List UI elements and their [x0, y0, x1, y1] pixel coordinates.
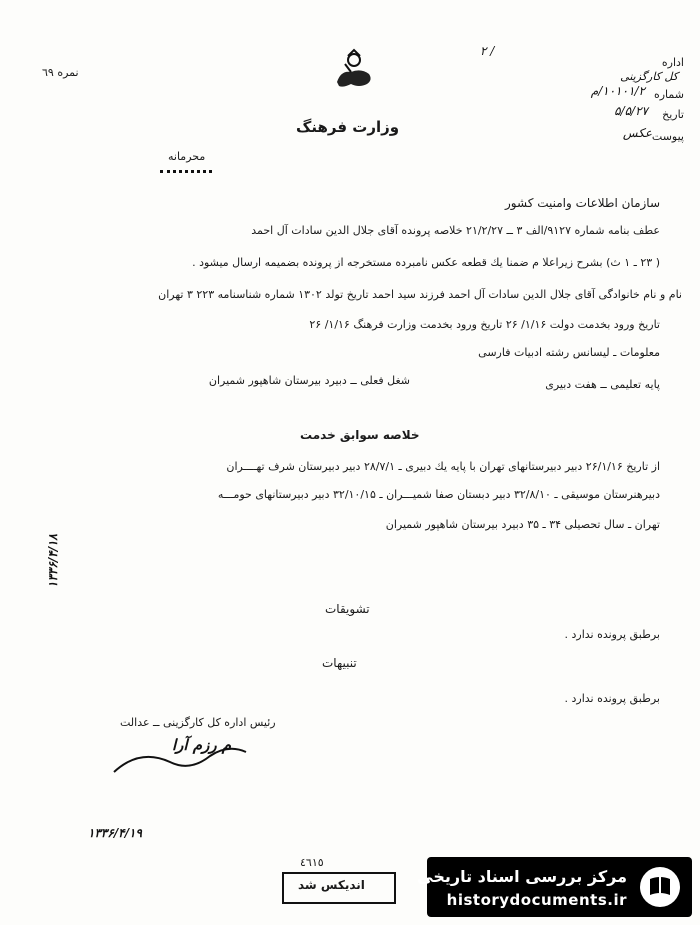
grade: پایه تعلیمی ــ هفت دبیری [545, 378, 660, 391]
attachment-hand: عکس [622, 126, 652, 140]
current-post: شغل فعلی ــ دبیرد بیرستان شاهپور شمیران [208, 374, 410, 387]
service-heading: خلاصه سوابق خدمت [300, 428, 420, 442]
watermark-badge [417, 857, 692, 917]
archive-logo-icon [638, 865, 682, 909]
encouragement-heading: تشویقات [325, 602, 370, 616]
service-line-1: از تاریخ ۲۶/۱/۱۶ دبیر دبیرستانهای تهران با پایه یك دبیری ـ ۲۸/۷/۱ دبیر دبیرستان شرف تهــــران [226, 460, 660, 473]
body-line-4: تاریخ ورود بخدمت دولت ۱/۱۶/ ۲۶ تاریخ ورود بخدمت وزارت فرهنگ ۱/۱۶/ ۲۶ [309, 318, 660, 331]
office-label: اداره [661, 56, 684, 69]
punishment-text: برطبق پرونده ندارد . [564, 692, 660, 705]
body-line-2: ( ۲۳ ـ ۱ ث) بشرح زیراعلا م ضمنا یك قطعه عکس نامبرده مستخرجه از پرونده بضمیمه ارسال میشود . [192, 256, 660, 269]
indexed-stamp: اندیکس شد [298, 878, 365, 892]
department-hand: کل کارگزینی [620, 70, 678, 83]
watermark-url: historydocuments.ir [446, 891, 627, 909]
encouragement-text: برطبق پرونده ندارد . [564, 628, 660, 641]
punishment-heading: تنبیهات [322, 656, 357, 670]
recipient: سازمان اطلاعات وامنیت کشور [505, 196, 660, 210]
watermark-title: مرکز بررسی اسناد تاریخی [417, 867, 627, 886]
signature-title: رئیس اداره کل کارگزینی ــ عدالت [120, 716, 276, 729]
service-line-3: تهران ـ سال تحصیلی ۳۴ ـ ۳۵ دبیرد بیرستان شاهپور شمیران [385, 518, 660, 531]
side-date-stamp: ۱۳۳۶/۴/۱۸ [46, 534, 60, 588]
number-hand: ۱۰۱۰۱/۲/م [590, 84, 645, 98]
signature: م رزم آرا [172, 736, 232, 754]
classification-label: محرمانه [168, 150, 206, 163]
service-line-2: دبیرهنرستان موسیقی ـ ۳۲/۸/۱۰ دبیر دبستان صفا شمیـــران ـ ۳۲/۱۰/۱۵ دبیر دبیرستانهای حومـــه [217, 488, 660, 501]
classification-underline [160, 170, 212, 173]
number-label: شماره [653, 88, 684, 101]
ministry-title: وزارت فرهنگ [296, 118, 400, 136]
date-hand: ۵/۵/۲۷ [614, 104, 648, 118]
signature-flourish [110, 738, 250, 778]
bottom-number: ٤٦١٥ [300, 856, 324, 869]
bottom-date-stamp: ۱۳۳۶/۴/۱۹ [88, 826, 142, 840]
page-number: نمره ٦٩ [42, 66, 79, 79]
margin-mark: / ۲ [480, 44, 495, 58]
body-line-1: عطف بنامه شماره ۹۱۲۷/الف ۳ ــ ۲۱/۲/۲۷ خلاصه پرونده آقای جلال الدین سادات آل احمد [251, 224, 660, 237]
attachment-label: پیوست [651, 130, 684, 143]
lion-and-sun-emblem [331, 48, 377, 94]
body-line-3: نام و نام خانوادگی آقای جلال الدین سادات آل احمد فرزند سید احمد تاریخ تولد ۱۳۰۲ شماره شناسنامه ۲۲۳ ۳ تهران [158, 288, 682, 301]
date-label: تاریخ [662, 108, 684, 121]
body-line-5: معلومات ـ لیسانس رشته ادبیات فارسی [478, 346, 660, 359]
